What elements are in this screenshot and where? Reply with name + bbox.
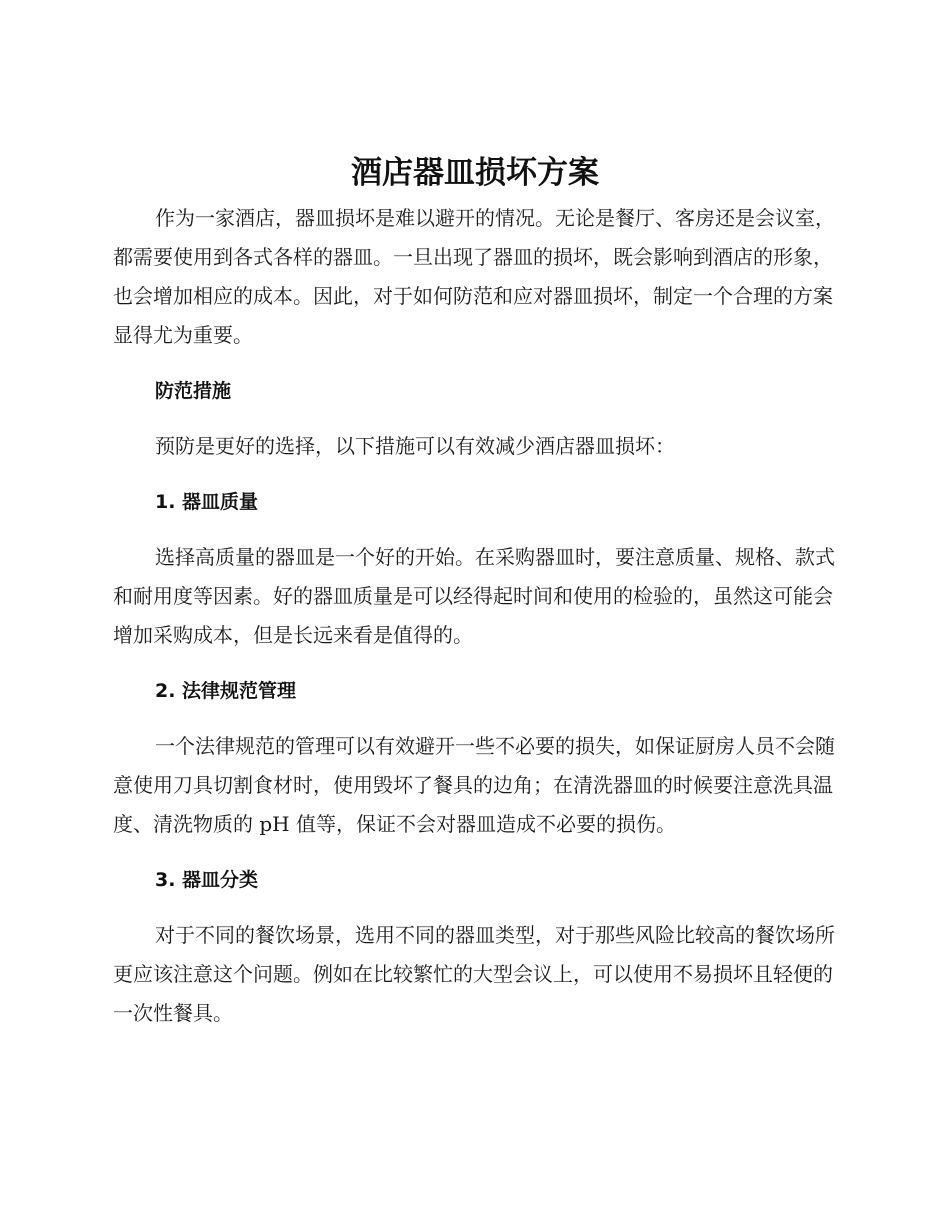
item-body-quality: 选择高质量的器皿是一个好的开始。在采购器皿时，要注意质量、规格、款式和耐用度等因素。好的器皿质量是可以经得起时间和使用的检验的，虽然这可能会增加采购成本，但是长远来看是值得的。	[113, 545, 835, 647]
section-intro-paragraph: 预防是更好的选择，以下措施可以有效减少酒店器皿损坏：	[155, 434, 675, 458]
item-heading-management: 2. 法律规范管理	[155, 680, 297, 702]
item-body-management: 一个法律规范的管理可以有效避开一些不必要的损失，如保证厨房人员不会随意使用刀具切割食材时，使用毁坏了餐具的边角；在清洗器皿的时候要注意洗具温度、清洗物质的 pH 值等，保证不会对器皿造成不必要的损伤。	[113, 734, 835, 836]
item-heading-quality: 1. 器皿质量	[155, 491, 259, 513]
item-heading-classification: 3. 器皿分类	[155, 869, 259, 891]
document-title: 酒店器皿损坏方案	[351, 155, 599, 191]
document-body	[113, 199, 837, 1033]
section-heading: 防范措施	[155, 380, 232, 402]
intro-paragraph: 作为一家酒店，器皿损坏是难以避开的情况。无论是餐厅、客房还是会议室，都需要使用到各式各样的器皿。一旦出现了器皿的损坏，既会影响到酒店的形象，也会增加相应的成本。因此，对于如何防范和应对器皿损坏，制定一个合理的方案显得尤为重要。	[113, 206, 835, 347]
item-body-classification: 对于不同的餐饮场景，选用不同的器皿类型，对于那些风险比较高的餐饮场所更应该注意这个问题。例如在比较繁忙的大型会议上，可以使用不易损坏且轻便的一次性餐具。	[113, 923, 835, 1025]
